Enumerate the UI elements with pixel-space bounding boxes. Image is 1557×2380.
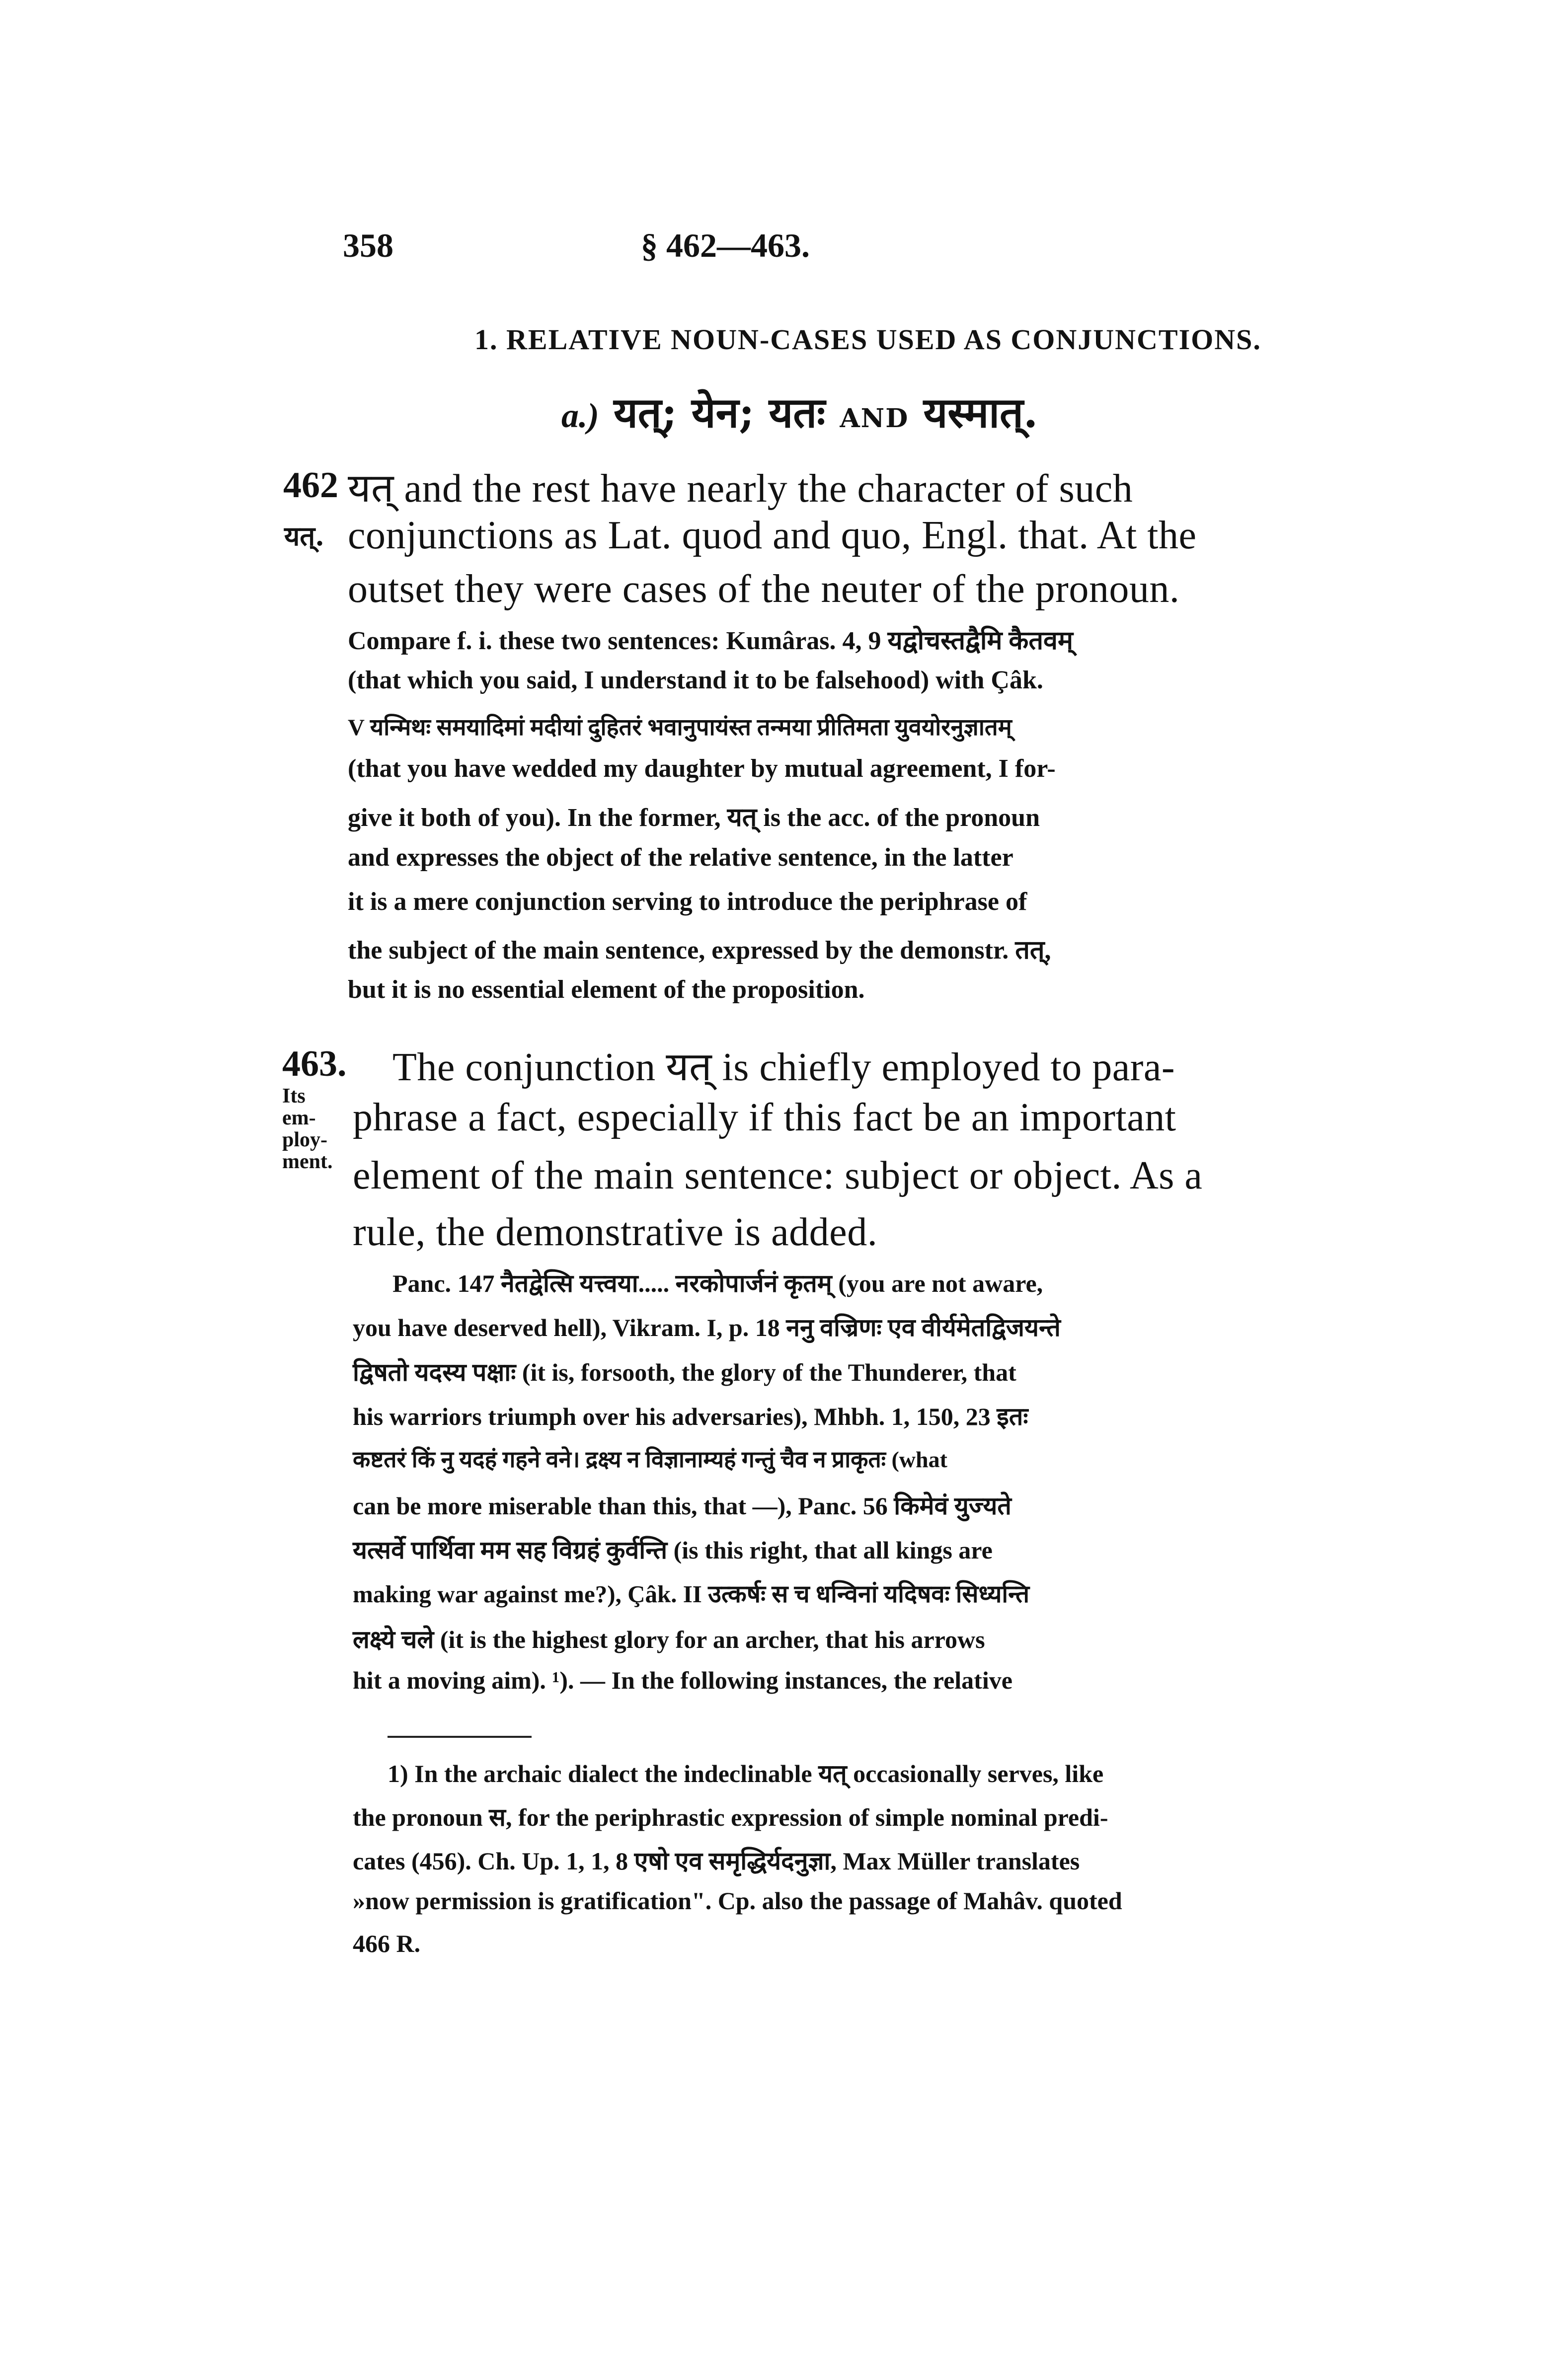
p462-line-2: conjunctions as Lat. quod and quo, Engl. that. At the (348, 514, 1197, 557)
para-462-number: 462 (283, 465, 338, 506)
para-463-number: 463. (282, 1043, 347, 1084)
p462-line-1: यत् and the rest have nearly the character of such (348, 467, 1133, 511)
p462-line-5: (that which you said, I understand it to be falsehood) with Çâk. (348, 666, 1043, 694)
p463-line-1: The conjunction यत् is chiefly employed to para- (392, 1045, 1175, 1089)
section-range: § 462—463. (641, 226, 810, 264)
p463-small-line-2: you have deserved hell), Vikram. I, p. 18 ननु वज्रिणः एव वीर्यमेतद्विजयन्ते (353, 1314, 1061, 1341)
subheading-and: AND (840, 403, 909, 434)
footnote-line-1: 1) In the archaic dialect the indeclinable यत् occasionally serves, like (388, 1760, 1104, 1787)
p462-line-12: but it is no essential element of the proposition. (348, 975, 865, 1004)
footnote-line-5: 466 R. (353, 1930, 421, 1957)
p463-small-line-1: Panc. 147 नैतद्वेत्सि यत्त्वया..... नरकोपार्जनं कृतम् (you are not aware, (392, 1269, 1043, 1297)
p462-line-7: (that you have wedded my daughter by mutual agreement, I for- (348, 754, 1056, 783)
p462-line-3: outset they were cases of the neuter of the pronoun. (348, 567, 1180, 611)
p462-line-8: give it both of you). In the former, यत् is the acc. of the pronoun (348, 804, 1040, 832)
p462-line-11: the subject of the main sentence, expressed by the demonstr. तत्, (348, 936, 1051, 965)
page-number: 358 (343, 226, 393, 264)
p463-line-4: rule, the demonstrative is added. (353, 1210, 878, 1254)
p462-line-6: V यन्मिथः समयादिमां मदीयां दुहितरं भवानुपायंस्त तन्मया प्रीतिमता युवयोरनुज्ञातम् (348, 715, 1012, 741)
subheading-label: a.) (561, 397, 599, 435)
p463-small-line-3: द्विषतो यदस्य पक्षाः (it is, forsooth, the glory of the Thunderer, that (353, 1358, 1016, 1386)
subheading-last: यस्मात्. (923, 388, 1038, 437)
para-462-margin: यत्. (284, 520, 324, 552)
footnote-line-4: »now permission is gratification". Cp. also the passage of Mahâv. quoted (353, 1887, 1122, 1915)
subheading-forms: यत्; येन; यतः (614, 388, 826, 437)
section-title: 1. RELATIVE NOUN-CASES USED AS CONJUNCTIONS. (474, 323, 1261, 356)
p462-line-9: and expresses the object of the relative sentence, in the latter (348, 843, 1013, 872)
p463-line-3: element of the main sentence: subject or object. As a (353, 1154, 1203, 1197)
p463-small-line-7: यत्सर्वे पार्थिवा मम सह विग्रहं कुर्वन्ति (is this right, that all kings are (353, 1536, 993, 1564)
p463-line-2: phrase a fact, especially if this fact be an important (353, 1096, 1176, 1139)
p463-small-line-6: can be more miserable than this, that —), Panc. 56 किमेवं युज्यते (353, 1492, 1012, 1520)
p463-small-line-9: लक्ष्ये चले (it is the highest glory for an archer, that his arrows (353, 1626, 985, 1653)
p462-line-4: Compare f. i. these two sentences: Kumâras. 4, 9 यद्वोचस्तद्वैमि कैतवम् (348, 627, 1074, 655)
p463-small-line-5: कष्टतरं किं नु यदहं गहने वने। द्रक्ष्य न विज्ञानाम्यहं गन्तुं चैव न प्राकृतः (what (353, 1447, 947, 1472)
p463-small-line-8: making war against me?), Çâk. II उत्कर्षः स च धन्विनां यदिषवः सिध्यन्ति (353, 1580, 1030, 1608)
footnote-rule (388, 1736, 532, 1738)
footnote-line-3: cates (456). Ch. Up. 1, 1, 8 एषो एव समृद्धिर्यदनुज्ञा, Max Müller translates (353, 1847, 1080, 1875)
subheading (561, 382, 1038, 440)
footnote-line-2: the pronoun स, for the periphrastic expression of simple nominal predi- (353, 1803, 1108, 1831)
p463-small-line-10: hit a moving aim). ¹). — In the following instances, the relative (353, 1666, 1012, 1694)
p462-line-10: it is a mere conjunction serving to introduce the periphrase of (348, 888, 1027, 916)
p463-small-line-4: his warriors triumph over his adversaries), Mhbh. 1, 150, 23 इतः (353, 1403, 1028, 1430)
para-463-margin-note: Its em-ploy-ment. (282, 1085, 333, 1173)
